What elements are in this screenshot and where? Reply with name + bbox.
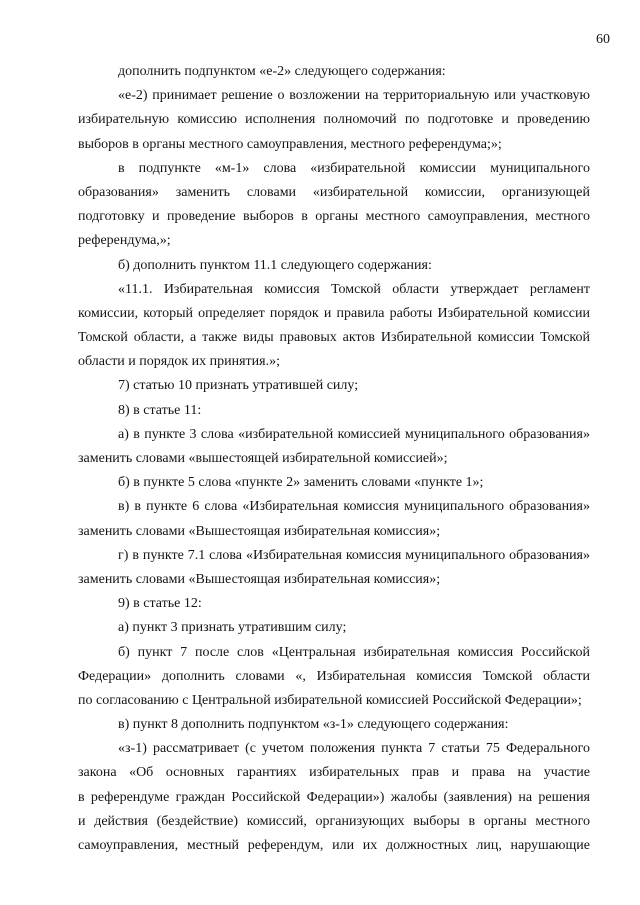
text-line: заменить словами «Вышестоящая избирательная комиссия»;: [78, 523, 441, 539]
paragraph: [78, 616, 590, 640]
text-line: самоуправления, местный референдум, или их должностных лиц, нарушающие: [78, 838, 590, 853]
text-line: подготовку и проведение выборов в органы местного самоуправления, местного: [78, 209, 590, 225]
text-line: по согласованию с Центральной избирательной комиссией Российской Федерации»;: [78, 692, 582, 708]
paragraph: [78, 278, 590, 375]
text-line: выборов в органы местного самоуправления, местного референдума;»;: [78, 136, 502, 152]
text-line: а) в пункте 3 слова «избирательной комиссией муниципального образования»: [118, 426, 590, 442]
text-line: в) пункт 8 дополнить подпунктом «з-1» следующего содержания:: [118, 717, 509, 733]
text-line: б) дополнить пунктом 11.1 следующего содержания:: [118, 257, 432, 273]
text-line: референдума,»;: [78, 233, 171, 249]
text-line: в подпункте «м-1» слова «избирательной комиссии муниципального: [118, 160, 590, 176]
text-line: 9) в статье 12:: [118, 596, 202, 612]
paragraph: [78, 495, 590, 543]
paragraph: [78, 544, 590, 592]
paragraph: [78, 641, 590, 714]
paragraph: [78, 737, 590, 858]
text-line: «з-1) рассматривает (с учетом положения пункта 7 статьи 75 Федерального: [118, 741, 590, 757]
text-line: б) в пункте 5 слова «пункте 2» заменить словами «пункте 1»;: [118, 475, 484, 491]
paragraph: [78, 471, 590, 495]
paragraph: [78, 157, 590, 254]
paragraph: [78, 84, 590, 157]
text-line: 8) в статье 11:: [118, 402, 202, 418]
document-body: [78, 60, 590, 858]
paragraph: [78, 592, 590, 616]
text-line: дополнить подпунктом «е-2» следующего содержания:: [118, 64, 446, 79]
text-line: образования» заменить словами «избирательной комиссии, организующей: [78, 184, 590, 200]
text-line: г) в пункте 7.1 слова «Избирательная комиссия муниципального образования»: [118, 547, 590, 563]
text-line: заменить словами «вышестоящей избирательной комиссией»;: [78, 451, 448, 466]
text-line: в референдуме граждан Российской Федерации») жалобы (заявления) на решения: [78, 789, 590, 805]
text-line: «11.1. Избирательная комиссия Томской области утверждает регламент: [118, 281, 590, 297]
page-number: 60: [596, 32, 610, 47]
text-line: 7) статью 10 признать утратившей силу;: [118, 378, 359, 394]
paragraph: [78, 423, 590, 471]
text-line: комиссии, который определяет порядок и правила работы Избирательной комиссии: [78, 305, 590, 321]
text-line: избирательную комиссию исполнения полномочий по подготовке и проведению: [78, 112, 590, 128]
text-line: заменить словами «Вышестоящая избирательная комиссия»;: [78, 571, 441, 587]
text-line: Томской области, а также виды правовых актов Избирательной комиссии Томской: [78, 330, 590, 346]
text-line: области и порядок их принятия.»;: [78, 354, 280, 370]
paragraph: [78, 713, 590, 737]
text-line: а) пункт 3 признать утратившим силу;: [118, 620, 347, 636]
text-line: закона «Об основных гарантиях избирательных прав и права на участие: [78, 765, 590, 781]
paragraph: [78, 399, 590, 423]
text-line: и действия (бездействие) комиссий, организующих выборы в органы местного: [78, 813, 590, 829]
text-line: «е-2) принимает решение о возложении на территориальную или участковую: [118, 88, 590, 104]
paragraph: [78, 60, 590, 84]
text-line: в) в пункте 6 слова «Избирательная комиссия муниципального образования»: [118, 499, 590, 515]
paragraph: [78, 374, 590, 398]
text-line: б) пункт 7 после слов «Центральная избирательная комиссия Российской: [118, 644, 590, 660]
paragraph: [78, 254, 590, 278]
text-line: Федерации» дополнить словами «, Избирательная комиссия Томской области: [78, 668, 590, 684]
